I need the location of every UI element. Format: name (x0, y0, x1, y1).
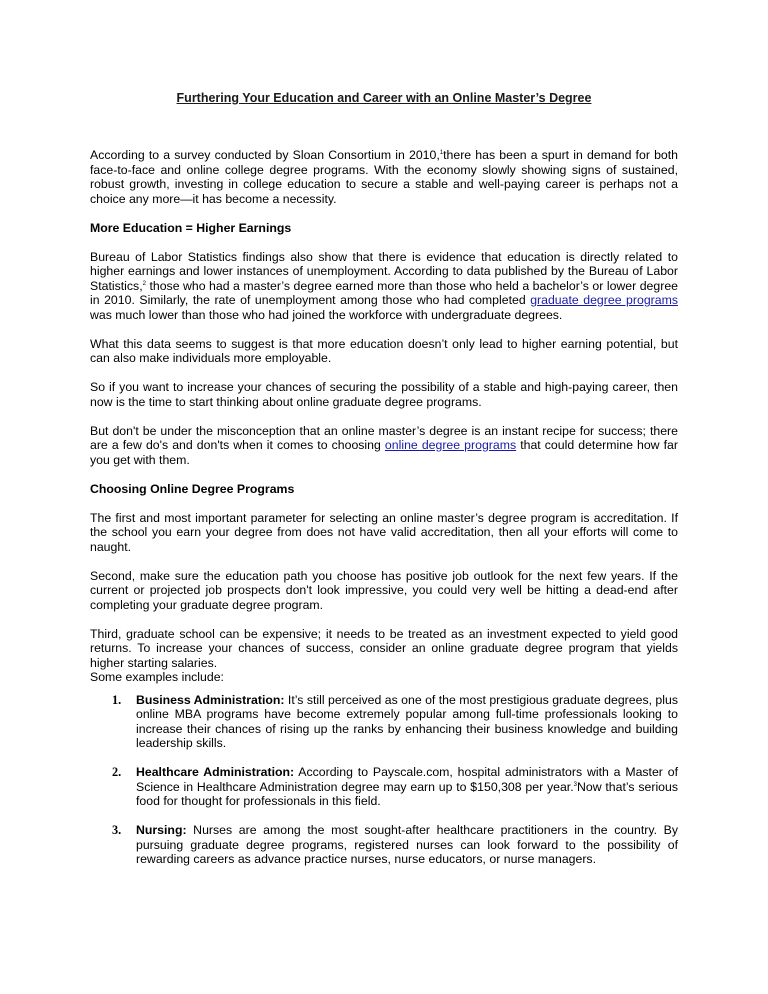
list-item-tail: Now that’s serious food for thought for professionals in this field. (136, 779, 678, 808)
online-degree-programs-link[interactable]: online degree programs (384, 438, 517, 452)
bls-text-3: was much lower than those who had joined the workforce with undergraduate degrees. (90, 307, 563, 322)
footnote-2-marker: 2 (142, 280, 146, 287)
document-body (90, 148, 678, 881)
graduate-degree-programs-link[interactable]: graduate degree programs (530, 293, 678, 307)
misconception-paragraph (90, 424, 678, 468)
job-outlook-paragraph: Second, make sure the education path you choose has positive job outlook for the next few years. If the current or projected job prospects don't look impressive, you could very well be hitting a dead-end after completing your graduate degree program. (90, 568, 678, 612)
footnote-3-marker: 3 (573, 781, 577, 788)
list-item-heading: Business Administration: (136, 692, 285, 707)
bls-text-2: those who had a master’s degree earned more than those who held a bachelor’s or lower degree in 2010. Similarly, the rate of unemployment among those who had completed (90, 278, 678, 307)
section-heading-choosing: Choosing Online Degree Programs (90, 481, 295, 496)
suggest-paragraph: What this data seems to suggest is that more education doesn’t only lead to higher earning potential, but can also make individuals more employable. (90, 336, 678, 365)
list-item (90, 765, 678, 809)
accreditation-paragraph: The first and most important parameter for selecting an online master’s degree program is accreditation. If the school you earn your degree from does not have valid accreditation, then all your efforts will come to naught. (90, 510, 678, 554)
list-item (90, 823, 678, 867)
examples-intro: Some examples include: (90, 670, 224, 684)
misconception-text-1: But don't be under the misconception that an online master’s degree is an instant recipe for success; there are a few do's and don'ts when it comes to choosing (90, 423, 678, 452)
bls-text-1: Bureau of Labor Statistics findings also show that there is evidence that education is directly related to higher earnings and lower instances of unemployment. According to data published by the Bureau of Labor Statistics, (90, 249, 678, 293)
list-item-heading: Healthcare Administration: (136, 765, 295, 779)
document-title: Furthering Your Education and Career with an Online Master’s Degree (176, 91, 592, 105)
list-item-number: 3. (112, 823, 122, 837)
list-item-text: According to Payscale.com, hospital administrators with a Master of Science in Healthcare Administration degree may earn up to $150,308 per year. (136, 765, 678, 794)
list-item-heading: Nursing: (136, 823, 187, 837)
bls-paragraph (90, 250, 678, 323)
intro-text-before: According to a survey conducted by Sloan Consortium in 2010, (90, 148, 440, 162)
list-item (90, 693, 678, 751)
examples-list (90, 693, 678, 867)
intro-paragraph (90, 148, 678, 206)
expense-paragraph: Third, graduate school can be expensive; it needs to be treated as an investment expected to yield good returns. To increase your chances of success, consider an online graduate degree program that yields higher starting salaries. (90, 626, 678, 670)
section-heading-earnings: More Education = Higher Earnings (90, 220, 292, 235)
increase-chances-paragraph: So if you want to increase your chances of securing the possibility of a stable and high-paying career, then now is the time to start thinking about online graduate degree programs. (90, 380, 678, 409)
misconception-text-2: that could determine how far you get with them. (90, 438, 678, 467)
list-item-text: Nurses are among the most sought-after healthcare practitioners in the country. By pursuing graduate degree programs, registered nurses can look forward to the possibility of rewarding careers as advance practice nurses, nurse educators, or nurse managers. (136, 823, 678, 866)
intro-text-after: there has been a spurt in demand for both face-to-face and online college degree programs. With the economy slowly showing signs of sustained, robust growth, investing in college education to secure a stable and well-paying career is perhaps not a choice any more—it has become a necessity. (90, 148, 678, 206)
footnote-1-marker: 1 (439, 150, 444, 156)
list-item-number: 1. (112, 692, 122, 707)
list-item-number: 2. (112, 765, 122, 779)
list-item-text: It’s still perceived as one of the most prestigious graduate degrees, plus online MBA programs have become extremely popular among full-time professionals looking to increase their chances of rising up the ranks by enhancing their business knowledge and building leadership skills. (136, 692, 678, 750)
